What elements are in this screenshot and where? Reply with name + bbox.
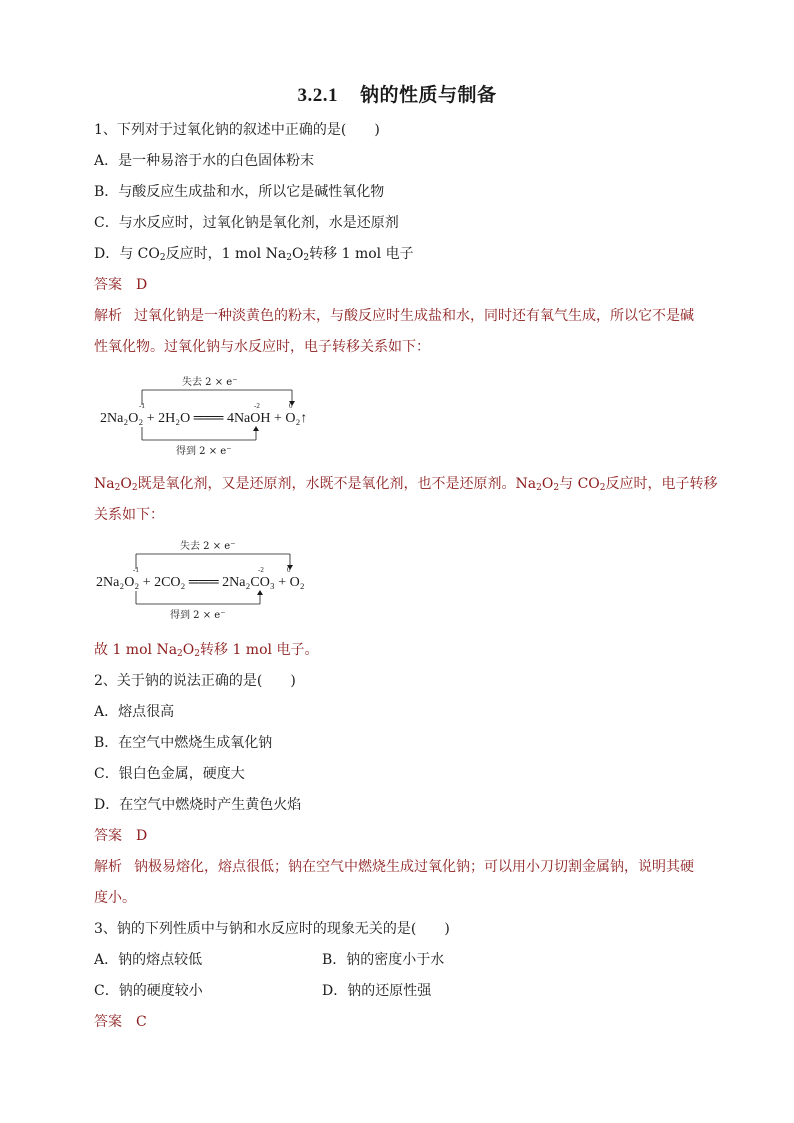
q1-option-c: C．与水反应时，过氧化钠是氧化剂，水是还原剂 [94,215,399,231]
lose-electrons-label: 失去 2 × e⁻ [180,541,236,552]
q2-explanation-line-1: 解析 钠极易熔化，熔点很低；钠在空气中燃烧生成过氧化钠；可以用小刀切割金属钠，说明其硬 [94,859,694,875]
ox-state-peroxide: -1 [139,402,145,410]
equation-water: 2Na₂O₂ + 2H₂O ═══ 4NaOH + O₂↑ [100,411,308,426]
q1-explanation-line-3: $Na_2O_2$既是氧化剂，又是还原剂，水既不是氧化剂，也不是还原剂。$Na_2O_2$与 $CO_2$反应时，电子转移 [94,476,718,493]
q2-option-a: A．熔点很高 [94,704,175,720]
q1-stem: 1、下列对于过氧化钠的叙述中正确的是( ) [94,122,380,138]
q2-answer [94,826,147,846]
q3-answer [94,1012,147,1032]
answer-value: D [136,828,148,844]
q3-option-d: D．钠的还原性强 [322,983,432,999]
ox-state-oxygen: 0 [289,402,293,410]
answer-value: D [136,277,148,293]
ox-state-carbonate: -2 [258,566,264,574]
explanation-label: 解析 [94,859,122,875]
answer-value: C [136,1014,147,1030]
explanation-label: 解析 [94,308,122,324]
q1-option-d: D．与 $CO_2$反应时，1 mol $Na_2O_2$转移 1 mol 电子 [94,246,414,263]
q1-option-a: A．是一种易溶于水的白色固体粉末 [94,153,315,169]
q2-explanation-line-2: 度小。 [94,890,136,906]
q1-option-b: B．与酸反应生成盐和水，所以它是碱性氧化物 [94,184,385,200]
gain-electrons-label: 得到 2 × e⁻ [176,446,232,457]
q2-option-b: B．在空气中燃烧生成氧化钠 [94,735,273,751]
q3-option-b: B．钠的密度小于水 [322,952,445,968]
q1-explanation-line-2: 性氧化物。过氧化钠与水反应时，电子转移关系如下： [94,339,430,355]
q1-explanation-line-1: 解析 过氧化钠是一种淡黄色的粉末，与酸反应时生成盐和水，同时还有氧气生成，所以它不是碱 [94,308,694,324]
ox-state-oxygen: 0 [287,566,291,574]
diagram-svg [96,372,336,458]
ox-state-hydroxide: -2 [254,402,260,410]
lose-electrons-label: 失去 2 × e⁻ [182,377,238,388]
electron-transfer-diagram-co2 [96,536,336,622]
q2-option-c: C．银白色金属，硬度大 [94,766,245,782]
section-title: 钠的性质与制备 [359,84,497,106]
gain-electrons-label: 得到 2 × e⁻ [170,610,226,621]
answer-label: 答案 [94,277,122,293]
q1-explanation-line-5: 故 1 mol $Na_2O_2$转移 1 mol 电子。 [94,642,319,659]
q3-stem: 3、钠的下列性质中与钠和水反应时的现象无关的是( ) [94,921,450,937]
q2-option-d: D．在空气中燃烧时产生黄色火焰 [94,797,302,813]
q1-explanation-line-4: 关系如下： [94,507,164,523]
answer-label: 答案 [94,1014,122,1030]
page-title [0,80,794,107]
ox-state-peroxide: -1 [133,566,139,574]
answer-label: 答案 [94,828,122,844]
q2-stem: 2、关于钠的说法正确的是( ) [94,673,296,689]
section-number: 3.2.1 [297,85,338,106]
electron-transfer-diagram-water [96,372,336,458]
q3-option-a: A．钠的熔点较低 [94,952,203,968]
q1-answer [94,275,147,295]
equation-co2: 2Na₂O₂ + 2CO₂ ═══ 2Na₂CO₃ + O₂ [96,575,305,590]
diagram-svg [96,536,336,622]
q3-option-c: C．钠的硬度较小 [94,983,203,999]
